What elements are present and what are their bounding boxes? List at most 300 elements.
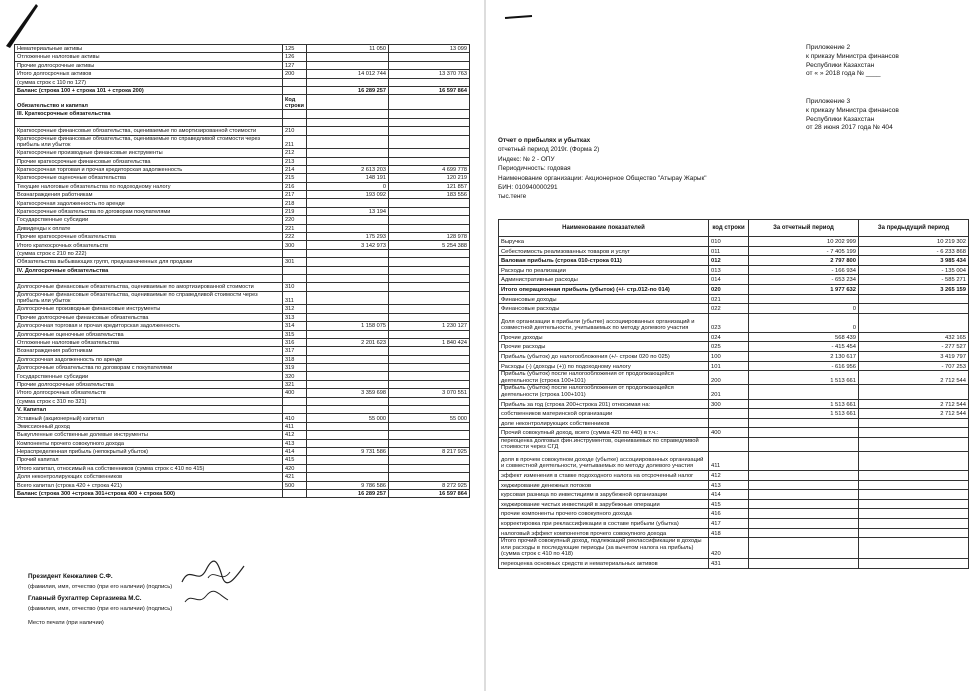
row-code: 217 bbox=[283, 191, 307, 199]
row-code: 020 bbox=[709, 284, 749, 294]
row-current: 3 359 698 bbox=[307, 389, 389, 397]
row-previous bbox=[389, 207, 470, 215]
table-row bbox=[15, 322, 470, 330]
row-previous bbox=[389, 380, 470, 388]
row-name: Вознаграждения работникам bbox=[15, 191, 283, 199]
row-previous bbox=[859, 519, 969, 529]
row-current bbox=[307, 135, 389, 149]
row-code: 316 bbox=[283, 338, 307, 346]
table-row bbox=[15, 191, 470, 199]
row-current: 9 786 586 bbox=[307, 481, 389, 489]
table-row bbox=[499, 371, 969, 385]
row-name: Прочие долгосрочные финансовые обязательства bbox=[15, 313, 283, 321]
row-previous: 128 978 bbox=[389, 233, 470, 241]
row-name: Валовая прибыль (строка 010-строка 011) bbox=[499, 256, 709, 266]
table-row bbox=[499, 342, 969, 352]
row-previous bbox=[859, 418, 969, 428]
row-code: 201 bbox=[709, 385, 749, 399]
row-previous: 121 857 bbox=[389, 182, 470, 190]
row-code bbox=[283, 118, 307, 126]
row-name: корректировка при реклассификации в составе прибыли (убытка) bbox=[499, 519, 709, 529]
table-row bbox=[15, 118, 470, 126]
row-previous: 8 217 925 bbox=[389, 447, 470, 455]
row-name bbox=[15, 274, 283, 282]
row-current bbox=[307, 464, 389, 472]
row-current bbox=[307, 406, 389, 414]
row-name bbox=[15, 118, 283, 126]
report-index: Индекс: № 2 - ОПУ bbox=[498, 155, 555, 163]
row-current: 2 201 623 bbox=[307, 338, 389, 346]
row-current: 9 731 586 bbox=[307, 447, 389, 455]
row-current bbox=[307, 431, 389, 439]
table-row bbox=[499, 509, 969, 519]
table-row bbox=[15, 165, 470, 173]
row-name: Вознаграждения работникам bbox=[15, 347, 283, 355]
row-current bbox=[307, 53, 389, 61]
row-previous bbox=[389, 199, 470, 207]
row-current: 55 000 bbox=[307, 414, 389, 422]
row-name: Текущие налоговые обязательства по подоходному налогу bbox=[15, 182, 283, 190]
row-current bbox=[307, 355, 389, 363]
row-previous: 55 000 bbox=[389, 414, 470, 422]
row-previous bbox=[389, 473, 470, 481]
pen-mark-icon bbox=[2, 0, 42, 50]
table-row bbox=[15, 414, 470, 422]
table-row bbox=[15, 266, 470, 274]
row-code: 025 bbox=[709, 342, 749, 352]
annex-2-line: к приказу Министра финансов bbox=[806, 52, 899, 60]
row-code: 413 bbox=[283, 439, 307, 447]
table-row bbox=[15, 489, 470, 497]
row-current bbox=[749, 385, 859, 399]
balance-table bbox=[14, 44, 470, 498]
row-code: 431 bbox=[709, 559, 749, 569]
row-code: 412 bbox=[709, 471, 749, 481]
row-name: Прибыль (убыток) после налогообложения от продолжающейся деятельности (строка 100+101) bbox=[499, 371, 709, 385]
table-row bbox=[15, 431, 470, 439]
row-code: 414 bbox=[283, 447, 307, 455]
row-previous: 2 712 544 bbox=[859, 409, 969, 419]
row-previous: 13 099 bbox=[389, 45, 470, 53]
row-name: Прочий капитал bbox=[15, 456, 283, 464]
table-row bbox=[499, 313, 969, 332]
row-name: Прочие краткосрочные обязательства bbox=[15, 233, 283, 241]
row-code: 213 bbox=[283, 157, 307, 165]
row-previous bbox=[389, 291, 470, 305]
row-code: 011 bbox=[709, 246, 749, 256]
row-name: Краткосрочные оценочные обязательства bbox=[15, 174, 283, 182]
row-current: 1 513 661 bbox=[749, 399, 859, 409]
table-row bbox=[499, 428, 969, 438]
row-code: 410 bbox=[283, 414, 307, 422]
row-code: 317 bbox=[283, 347, 307, 355]
row-name: Итого прочий совокупный доход, подлежащий реклассификации в доходы или расходы в последующие периоды (за вычетом налога на прибыль) (сумма строк с 410 по 418) bbox=[499, 538, 709, 559]
row-current bbox=[749, 519, 859, 529]
row-current: 16 289 257 bbox=[307, 489, 389, 497]
row-previous bbox=[389, 157, 470, 165]
annex-3-block bbox=[806, 98, 899, 133]
row-current bbox=[307, 199, 389, 207]
report-frequency: Периодичность: годовая bbox=[498, 165, 571, 173]
row-previous bbox=[859, 480, 969, 490]
row-code: 500 bbox=[283, 481, 307, 489]
row-name: Расходы (-) (доходы (+)) по подоходному налогу bbox=[499, 361, 709, 371]
row-code: 024 bbox=[709, 332, 749, 342]
row-code: 400 bbox=[709, 428, 749, 438]
row-name: Итого капитал, относимый на собственников (сумма строк с 410 по 415) bbox=[15, 464, 283, 472]
row-current bbox=[307, 347, 389, 355]
table-row bbox=[499, 519, 969, 529]
row-name: Краткосрочная торговая и прочая кредиторская задолженность bbox=[15, 165, 283, 173]
report-title: Отчет о прибылях и убытках bbox=[498, 137, 591, 144]
row-current bbox=[749, 528, 859, 538]
row-current: 568 439 bbox=[749, 332, 859, 342]
row-current bbox=[749, 452, 859, 471]
table-row bbox=[499, 361, 969, 371]
row-current: - 7 405 199 bbox=[749, 246, 859, 256]
row-code: 221 bbox=[283, 224, 307, 232]
president-signature-line: Президент Кенжалиев С.Ф. bbox=[28, 573, 113, 580]
row-code: 300 bbox=[283, 241, 307, 249]
row-code: 021 bbox=[709, 294, 749, 304]
table-row bbox=[499, 294, 969, 304]
row-current: 11 050 bbox=[307, 45, 389, 53]
row-previous bbox=[389, 439, 470, 447]
table-row bbox=[15, 372, 470, 380]
row-name: Выручка bbox=[499, 237, 709, 247]
table-row bbox=[499, 304, 969, 314]
row-code: 220 bbox=[283, 216, 307, 224]
stamp-place: Место печати (при наличии) bbox=[28, 620, 104, 626]
balance-sheet-page bbox=[0, 0, 484, 691]
row-name: Долгосрочные производные финансовые инструменты bbox=[15, 305, 283, 313]
row-previous bbox=[389, 249, 470, 257]
row-name: хеджирование денежных потоков bbox=[499, 480, 709, 490]
header-previous: За предыдущий период bbox=[859, 220, 969, 237]
table-row bbox=[15, 439, 470, 447]
row-previous bbox=[389, 456, 470, 464]
row-code: 215 bbox=[283, 174, 307, 182]
row-current: 2 130 617 bbox=[749, 351, 859, 361]
annex-2-line: Приложение 2 bbox=[806, 44, 851, 51]
row-current: 1 513 661 bbox=[749, 409, 859, 419]
table-row bbox=[499, 452, 969, 471]
row-name: Прочие долгосрочные активы bbox=[15, 61, 283, 69]
table-row bbox=[15, 86, 470, 94]
row-name: Обязательства выбывающих групп, предназначенных для продажи bbox=[15, 258, 283, 266]
table-row bbox=[15, 283, 470, 291]
row-current bbox=[307, 157, 389, 165]
row-name: Административные расходы bbox=[499, 275, 709, 285]
row-name: Баланс (строка 100 + строка 101 + строка 200) bbox=[15, 86, 283, 94]
row-previous: - 6 233 868 bbox=[859, 246, 969, 256]
president-caption: (фамилия, имя, отчество (при его наличии) (подпись) bbox=[28, 584, 173, 590]
row-current: 148 191 bbox=[307, 174, 389, 182]
row-previous bbox=[389, 216, 470, 224]
table-row bbox=[499, 559, 969, 569]
row-previous bbox=[389, 78, 470, 86]
row-current: 175 293 bbox=[307, 233, 389, 241]
accountant-signature-line: Главный бухгалтер Сергазиева М.С. bbox=[28, 595, 142, 602]
row-current bbox=[307, 78, 389, 86]
row-name: Краткосрочные производные финансовые инструменты bbox=[15, 149, 283, 157]
table-row bbox=[499, 284, 969, 294]
row-name: Краткосрочные обязательства по договорам покупателями bbox=[15, 207, 283, 215]
row-name: Уставный (акционерный) капитал bbox=[15, 414, 283, 422]
row-name: (сумма строк с 210 по 222) bbox=[15, 249, 283, 257]
row-previous bbox=[859, 471, 969, 481]
row-code: 421 bbox=[283, 473, 307, 481]
row-previous: 2 712 544 bbox=[859, 399, 969, 409]
row-code: 013 bbox=[709, 265, 749, 275]
row-current bbox=[307, 127, 389, 135]
row-code bbox=[283, 489, 307, 497]
table-row bbox=[15, 174, 470, 182]
row-code: 300 bbox=[709, 399, 749, 409]
row-name: Долгосрочная задолженность по аренде bbox=[15, 355, 283, 363]
row-previous bbox=[389, 355, 470, 363]
row-name: Всего капитал (строка 420 + строка 421) bbox=[15, 481, 283, 489]
row-previous: 120 219 bbox=[389, 174, 470, 182]
table-row bbox=[15, 274, 470, 282]
row-code: 416 bbox=[709, 509, 749, 519]
row-code bbox=[283, 110, 307, 118]
row-name: (сумма строк с 110 по 127) bbox=[15, 78, 283, 86]
row-previous: 16 597 864 bbox=[389, 489, 470, 497]
income-statement-table bbox=[498, 219, 969, 569]
table-row bbox=[499, 499, 969, 509]
annex-2-line: Республики Казахстан bbox=[806, 61, 875, 69]
row-current bbox=[307, 95, 389, 110]
row-current bbox=[749, 471, 859, 481]
row-name: Эмиссионный доход bbox=[15, 422, 283, 430]
table-row bbox=[15, 258, 470, 266]
row-code bbox=[283, 78, 307, 86]
row-previous: 5 254 388 bbox=[389, 241, 470, 249]
row-current: 10 202 999 bbox=[749, 237, 859, 247]
row-current bbox=[307, 291, 389, 305]
row-previous bbox=[859, 437, 969, 451]
row-name: Прочие краткосрочные финансовые обязательства bbox=[15, 157, 283, 165]
row-previous bbox=[389, 61, 470, 69]
row-name: курсовая разница по инвестициям в зарубежной организации bbox=[499, 490, 709, 500]
table-row bbox=[499, 385, 969, 399]
table-row bbox=[15, 149, 470, 157]
table-row bbox=[15, 61, 470, 69]
annex-2-line: от « » 2018 года № ____ bbox=[806, 70, 881, 78]
row-previous bbox=[859, 304, 969, 314]
row-current bbox=[749, 538, 859, 559]
row-name: Прочие расходы bbox=[499, 342, 709, 352]
row-code: 222 bbox=[283, 233, 307, 241]
row-code: 310 bbox=[283, 283, 307, 291]
row-current bbox=[307, 422, 389, 430]
row-previous: 10 219 302 bbox=[859, 237, 969, 247]
row-previous: 3 265 159 bbox=[859, 284, 969, 294]
row-name: переоценка основных средств и нематериальных активов bbox=[499, 559, 709, 569]
row-code: 014 bbox=[709, 275, 749, 285]
table-row bbox=[15, 481, 470, 489]
row-current bbox=[307, 313, 389, 321]
table-row bbox=[15, 291, 470, 305]
row-current: 0 bbox=[307, 182, 389, 190]
row-current: 16 289 257 bbox=[307, 86, 389, 94]
row-name: (сумма строк с 310 по 321) bbox=[15, 397, 283, 405]
row-current: 3 142 973 bbox=[307, 241, 389, 249]
row-current bbox=[307, 283, 389, 291]
table-row bbox=[15, 313, 470, 321]
table-row bbox=[15, 249, 470, 257]
row-code: 420 bbox=[709, 538, 749, 559]
pen-dash-icon bbox=[504, 12, 534, 24]
table-row bbox=[499, 538, 969, 559]
row-previous: 1 230 127 bbox=[389, 322, 470, 330]
row-previous bbox=[389, 110, 470, 118]
row-code bbox=[283, 266, 307, 274]
report-period: отчетный период 2019г. (Форма 2) bbox=[498, 146, 600, 154]
row-name: IV. Долгосрочные обязательства bbox=[15, 266, 283, 274]
table-row bbox=[15, 182, 470, 190]
table-row bbox=[15, 389, 470, 397]
row-code: 022 bbox=[709, 304, 749, 314]
report-header bbox=[498, 136, 707, 202]
row-code bbox=[283, 86, 307, 94]
row-code bbox=[283, 249, 307, 257]
row-name: Финансовые расходы bbox=[499, 304, 709, 314]
row-code: 418 bbox=[709, 528, 749, 538]
report-bin: БИН: 010940000291 bbox=[498, 184, 558, 192]
row-name: Прочие доходы bbox=[499, 332, 709, 342]
row-previous bbox=[389, 127, 470, 135]
row-current: - 166 934 bbox=[749, 265, 859, 275]
table-row bbox=[499, 237, 969, 247]
row-previous: - 277 527 bbox=[859, 342, 969, 352]
row-previous bbox=[389, 305, 470, 313]
row-current bbox=[307, 380, 389, 388]
row-current: - 616 956 bbox=[749, 361, 859, 371]
table-row bbox=[499, 471, 969, 481]
row-name: Компоненты прочего совокупного дохода bbox=[15, 439, 283, 447]
row-code: 415 bbox=[283, 456, 307, 464]
row-previous bbox=[389, 372, 470, 380]
row-current bbox=[749, 490, 859, 500]
row-previous bbox=[389, 364, 470, 372]
row-current bbox=[749, 294, 859, 304]
row-current bbox=[307, 330, 389, 338]
table-row bbox=[15, 199, 470, 207]
row-current bbox=[307, 456, 389, 464]
row-current: 1 158 075 bbox=[307, 322, 389, 330]
row-code: 319 bbox=[283, 364, 307, 372]
table-row bbox=[15, 78, 470, 86]
table-row bbox=[15, 135, 470, 149]
row-previous bbox=[389, 283, 470, 291]
row-previous: 432 165 bbox=[859, 332, 969, 342]
row-name: Итого долгосрочных активов bbox=[15, 70, 283, 78]
row-current: 1 513 661 bbox=[749, 371, 859, 385]
table-row bbox=[15, 364, 470, 372]
row-code bbox=[283, 406, 307, 414]
annex-2-block bbox=[806, 44, 899, 79]
row-name: Выкупленные собственные долевые инструменты bbox=[15, 431, 283, 439]
row-name: Прочий совокупный доход, всего (сумма 420 по 440) в т.ч.: bbox=[499, 428, 709, 438]
table-row bbox=[15, 233, 470, 241]
row-code bbox=[709, 409, 749, 419]
row-name: Итого краткосрочных обязательств bbox=[15, 241, 283, 249]
row-code: 412 bbox=[283, 431, 307, 439]
table-row bbox=[15, 456, 470, 464]
row-name: Долгосрочные обязательства по договорам с покупателями bbox=[15, 364, 283, 372]
table-row bbox=[499, 437, 969, 451]
report-unit: тыс.тенге bbox=[498, 193, 527, 201]
row-previous bbox=[389, 224, 470, 232]
row-name: Государственные субсидии bbox=[15, 372, 283, 380]
row-name: Финансовые доходы bbox=[499, 294, 709, 304]
row-previous: 3 070 551 bbox=[389, 389, 470, 397]
row-name: Долгосрочные оценочные обязательства bbox=[15, 330, 283, 338]
table-row bbox=[499, 351, 969, 361]
row-previous: 183 556 bbox=[389, 191, 470, 199]
report-organization: Наименование организации: Акционерное Общество "Атырау Жарык" bbox=[498, 174, 707, 182]
row-code: 318 bbox=[283, 355, 307, 363]
row-previous bbox=[389, 53, 470, 61]
row-name: Прибыль (убыток) после налогообложения от продолжающейся деятельности (строка 100+101) bbox=[499, 385, 709, 399]
row-code: 012 bbox=[709, 256, 749, 266]
row-previous bbox=[859, 559, 969, 569]
row-code: 411 bbox=[283, 422, 307, 430]
row-current: 0 bbox=[749, 304, 859, 314]
row-name: Краткосрочные финансовые обязательства, оцениваемые по справедливой стоимости через прибыль или убыток bbox=[15, 135, 283, 149]
row-current bbox=[307, 61, 389, 69]
row-previous bbox=[389, 266, 470, 274]
row-name: эффект изменения в ставке подоходного налога на отсроченный налог bbox=[499, 471, 709, 481]
table-row bbox=[499, 480, 969, 490]
row-code: 420 bbox=[283, 464, 307, 472]
row-previous bbox=[859, 385, 969, 399]
row-name: Дивиденды к оплате bbox=[15, 224, 283, 232]
row-current: - 415 454 bbox=[749, 342, 859, 352]
row-name: собственников материнской организации bbox=[499, 409, 709, 419]
row-current bbox=[307, 473, 389, 481]
row-current bbox=[307, 364, 389, 372]
row-name: Баланс (строка 300 +строка 301+строка 400 + строка 500) bbox=[15, 489, 283, 497]
row-name: Итого операционная прибыль (убыток) (+/- стр.012-по 014) bbox=[499, 284, 709, 294]
row-previous: 3 985 434 bbox=[859, 256, 969, 266]
row-previous bbox=[389, 422, 470, 430]
row-current bbox=[749, 480, 859, 490]
row-code: Код строки bbox=[283, 95, 307, 110]
row-code: 125 bbox=[283, 45, 307, 53]
row-current bbox=[749, 499, 859, 509]
row-code: 400 bbox=[283, 389, 307, 397]
row-name: Прочие долгосрочные обязательства bbox=[15, 380, 283, 388]
table-row bbox=[15, 216, 470, 224]
table-row bbox=[15, 157, 470, 165]
row-current bbox=[749, 437, 859, 451]
row-current bbox=[749, 509, 859, 519]
table-row bbox=[499, 332, 969, 342]
row-code: 313 bbox=[283, 313, 307, 321]
row-previous: 16 597 864 bbox=[389, 86, 470, 94]
row-previous bbox=[389, 258, 470, 266]
row-name: Отложенные налоговые активы bbox=[15, 53, 283, 61]
table-row bbox=[15, 70, 470, 78]
row-name: Отложенные налоговые обязательства bbox=[15, 338, 283, 346]
row-previous: 13 370 763 bbox=[389, 70, 470, 78]
accountant-signature-icon bbox=[182, 590, 232, 608]
row-name: Прибыль за год (строка 200+строка 201) относимая на: bbox=[499, 399, 709, 409]
table-row bbox=[15, 473, 470, 481]
